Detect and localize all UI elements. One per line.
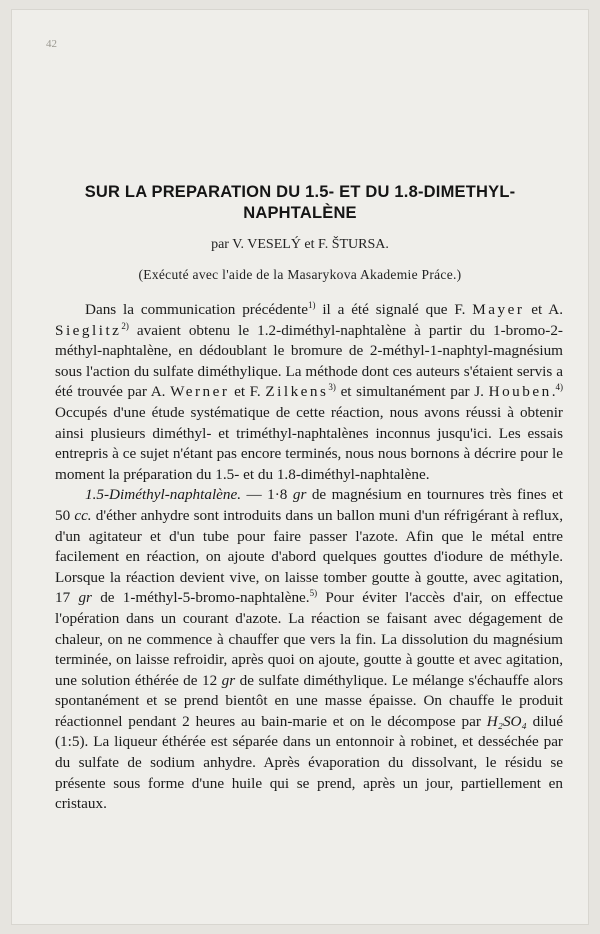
unit-cc: cc. xyxy=(74,506,92,524)
author-name-sieglitz: Sieglitz xyxy=(55,321,122,339)
text-run: de 1-méthyl-5-bromo-naphtalène. xyxy=(91,589,310,607)
text-run: de magnésium en tournures très fines et 50 xyxy=(55,486,563,524)
text-run: et F. xyxy=(229,383,266,401)
author-name-mayer: Mayer xyxy=(472,301,525,318)
text-run: avaient obtenu le 1.2-diméthyl-naphtalène à partir du 1-bromo-2-méthyl-naphtalène, en dédoublant le bromure de 2-méthyl-1-naphtyl-magnésium sous l'action du sulfate diméthylique. La méthode dont ces auteurs s'étaient servis a été trouvée par A. xyxy=(55,321,563,401)
page-number: 42 xyxy=(46,38,57,50)
text-run: Occupés d'une étude systématique de cette réaction, nous avons réussi à obtenir ainsi plusieurs diméthyl- et triméthyl-naphtalènes inconnus jusqu'ici. Les essais entrepris à ce sujet n'étant pas encore terminés, nous nous bornons à décrire pour le moment la préparation du 1.5- et du 1.8-diméthyl-naphtalène. xyxy=(55,403,563,483)
text-run: Pour éviter l'accès d'air, on effectue l'opération dans un courant d'azote. La réaction se faisant avec dégagement de chaleur, on ne commence à chauffer que vers la fin. La dissolution du magnésium terminée, on laisse refroidir, après quoi on ajoute, goutte à goutte et avec agitation, une solution éthérée de 12 xyxy=(55,589,564,689)
author-name-werner: Werner xyxy=(170,383,230,401)
footnote-ref-1: 1) xyxy=(307,299,316,310)
text-run: et simultanément par J. xyxy=(335,383,489,401)
article-body xyxy=(55,300,563,815)
paragraph-intro xyxy=(55,300,563,485)
footnote-ref-5: 5) xyxy=(309,588,318,599)
text-run: de sulfate diméthylique. Le mélange s'échauffe alors spontanément et se prend bientôt en une masse épaisse. On chauffe le produit réactionnel pendant 2 heures au bain-marie et on le décompose par xyxy=(55,671,563,730)
text-run: Dans la communication précédente xyxy=(85,301,308,318)
chemical-formula: H₂SO₄ xyxy=(486,712,527,730)
text-run: il a été signalé que F. xyxy=(315,301,473,318)
unit-gram: gr xyxy=(78,589,92,607)
title-line-1: SUR LA PREPARATION DU 1.5- ET DU 1.8-DIMETHYL- xyxy=(84,183,516,201)
text-run: — 1·8 xyxy=(241,486,293,504)
author-name-zilkens: Zilkens xyxy=(265,383,329,401)
article-title xyxy=(42,182,558,224)
text-run: . xyxy=(551,383,556,401)
unit-gram: gr xyxy=(292,486,307,504)
title-line-2: NAPHTALÈNE xyxy=(243,204,357,222)
footnote-ref-4: 4) xyxy=(555,382,563,393)
footnote-ref-3: 3) xyxy=(328,382,336,393)
section-heading: 1.5-Diméthyl-naphtalène. xyxy=(85,486,242,504)
document-page xyxy=(12,10,588,924)
authors-line: par V. VESELÝ et F. ŠTURSA. xyxy=(211,237,389,252)
text-run: d'éther anhydre sont introduits dans un ballon muni d'un réfrigérant à reflux, d'un agitateur et d'un tube pour faire passer l'azote. Afin que le métal entre facilement en réaction, on ajoute d'abord quelques gouttes d'iodure de méthyle. Lorsque la réaction devient vive, on laisse tomber goutte à goutte, avec agitation, 17 xyxy=(55,506,563,607)
unit-gram: gr xyxy=(221,671,236,689)
text-run: et A. xyxy=(524,301,564,318)
text-run: dilué (1:5). La liqueur éthérée est séparée dans un entonnoir à robinet, et desséchée par du sulfate de sodium anhydre. Après évaporation du dissolvant, le résidu se présente sous forme d'une huile qui se prend, après un jour, partiellement en cristaux. xyxy=(55,712,563,813)
author-name-houben: Houben xyxy=(488,383,552,401)
footnote-ref-2: 2) xyxy=(121,320,129,331)
funding-note: (Exécuté avec l'aide de la Masarykova Akademie Práce.) xyxy=(138,267,462,282)
paragraph-synthesis xyxy=(55,485,563,815)
